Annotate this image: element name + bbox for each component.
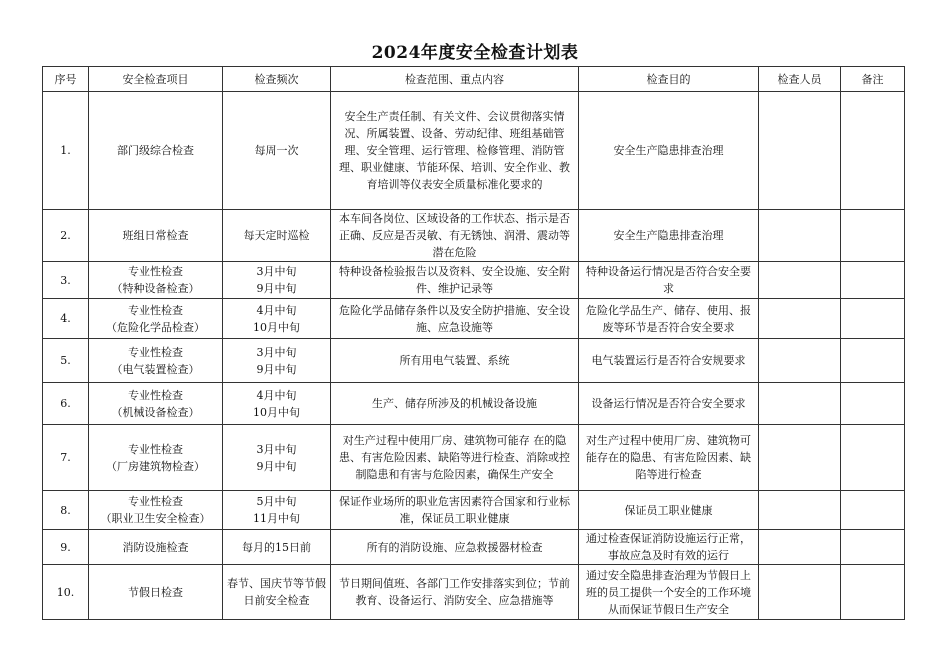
table-row [43, 565, 905, 620]
check-item: 专业性检查 （特种设备检查） [89, 262, 223, 299]
check-note [841, 92, 905, 210]
check-item: 专业性检查 （厂房建筑物检查） [89, 425, 223, 491]
check-frequency: 4月中旬 10月中旬 [223, 299, 331, 339]
check-frequency: 3月中旬 9月中旬 [223, 425, 331, 491]
check-scope: 保证作业场所的职业危害因素符合国家和行业标准，保证员工职业健康 [331, 491, 579, 530]
row-number: 9. [43, 530, 89, 565]
check-scope: 危险化学品储存条件以及安全防护措施、安全设施、应急设施等 [331, 299, 579, 339]
check-note [841, 565, 905, 620]
check-item: 专业性检查 （电气装置检查） [89, 339, 223, 383]
check-purpose: 危险化学品生产、储存、使用、报废等环节是否符合安全要求 [579, 299, 759, 339]
header-cell-frequency: 检查频次 [223, 67, 331, 92]
check-note [841, 210, 905, 262]
check-staff [759, 339, 841, 383]
check-scope: 所有的消防设施、应急救援器材检查 [331, 530, 579, 565]
check-frequency: 3月中旬 9月中旬 [223, 339, 331, 383]
table-row [43, 491, 905, 530]
header-cell-note: 备注 [841, 67, 905, 92]
check-item: 专业性检查 （危险化学品检查） [89, 299, 223, 339]
check-staff [759, 210, 841, 262]
check-note [841, 530, 905, 565]
header-cell-no: 序号 [43, 67, 89, 92]
check-purpose: 保证员工职业健康 [579, 491, 759, 530]
table-row [43, 530, 905, 565]
check-note [841, 491, 905, 530]
check-item: 专业性检查 （机械设备检查） [89, 383, 223, 425]
check-purpose: 安全生产隐患排查治理 [579, 210, 759, 262]
check-staff [759, 491, 841, 530]
row-number: 3. [43, 262, 89, 299]
check-note [841, 425, 905, 491]
table-row [43, 299, 905, 339]
check-purpose: 电气装置运行是否符合安规要求 [579, 339, 759, 383]
check-scope: 对生产过程中使用厂房、建筑物可能存 在的隐患、有害危险因素、缺陷等进行检查、消除或控制隐患和有害与危险因素，确保生产安全 [331, 425, 579, 491]
row-number: 8. [43, 491, 89, 530]
check-staff [759, 530, 841, 565]
check-scope: 节日期间值班、各部门工作安排落实到位；节前教育、设备运行、消防安全、应急措施等 [331, 565, 579, 620]
table-row [43, 339, 905, 383]
check-item: 专业性检查 （职业卫生安全检查） [89, 491, 223, 530]
check-staff [759, 565, 841, 620]
table-row [43, 92, 905, 210]
check-note [841, 262, 905, 299]
header-cell-staff: 检查人员 [759, 67, 841, 92]
check-scope: 安全生产责任制、有关文件、会议贯彻落实情况、所属装置、设备、劳动纪律、班组基础管理、安全管理、运行管理、检修管理、消防管理、职业健康、节能环保、培训、安全作业、教育培训等仪表安全质量标准化要求的 [331, 92, 579, 210]
check-note [841, 339, 905, 383]
check-purpose: 安全生产隐患排查治理 [579, 92, 759, 210]
check-note [841, 299, 905, 339]
check-staff [759, 92, 841, 210]
check-staff [759, 383, 841, 425]
check-staff [759, 299, 841, 339]
row-number: 5. [43, 339, 89, 383]
row-number: 6. [43, 383, 89, 425]
table-row [43, 262, 905, 299]
page-title: 2024年度安全检查计划表 [371, 43, 579, 63]
check-scope: 生产、储存所涉及的机械设备设施 [331, 383, 579, 425]
check-item: 消防设施检查 [89, 530, 223, 565]
row-number: 7. [43, 425, 89, 491]
check-staff [759, 262, 841, 299]
table-row [43, 425, 905, 491]
check-frequency: 3月中旬 9月中旬 [223, 262, 331, 299]
check-frequency: 每天定时巡检 [223, 210, 331, 262]
check-scope: 所有用电气装置、系统 [331, 339, 579, 383]
check-purpose: 设备运行情况是否符合安全要求 [579, 383, 759, 425]
check-purpose: 通过安全隐患排查治理为节假日上班的员工提供一个安全的工作环境从而保证节假日生产安全 [579, 565, 759, 620]
inspection-plan-table [42, 66, 905, 620]
check-item: 部门级综合检查 [89, 92, 223, 210]
check-item: 班组日常检查 [89, 210, 223, 262]
check-scope: 本车间各岗位、区域设备的工作状态、指示是否正确、反应是否灵敏、有无锈蚀、润滑、震动等潜在危险 [331, 210, 579, 262]
check-frequency: 4月中旬 10月中旬 [223, 383, 331, 425]
header-cell-purpose: 检查目的 [579, 67, 759, 92]
check-staff [759, 425, 841, 491]
header-cell-scope: 检查范围、重点内容 [331, 67, 579, 92]
row-number: 10. [43, 565, 89, 620]
check-scope: 特种设备检验报告以及资料、安全设施、安全附件、维护记录等 [331, 262, 579, 299]
check-purpose: 对生产过程中使用厂房、建筑物可能存在的隐患、有害危险因素、缺陷等进行检查 [579, 425, 759, 491]
check-purpose: 特种设备运行情况是否符合安全要求 [579, 262, 759, 299]
table-row [43, 210, 905, 262]
row-number: 1. [43, 92, 89, 210]
check-item: 节假日检查 [89, 565, 223, 620]
check-frequency: 每周一次 [223, 92, 331, 210]
table-header-row [43, 67, 905, 92]
check-frequency: 每月的15日前 [223, 530, 331, 565]
row-number: 4. [43, 299, 89, 339]
check-note [841, 383, 905, 425]
table-row [43, 383, 905, 425]
row-number: 2. [43, 210, 89, 262]
check-frequency: 5月中旬 11月中旬 [223, 491, 331, 530]
check-frequency: 春节、国庆节等节假日前安全检查 [223, 565, 331, 620]
header-cell-item: 安全检查项目 [89, 67, 223, 92]
check-purpose: 通过检查保证消防设施运行正常，事故应急及时有效的运行 [579, 530, 759, 565]
